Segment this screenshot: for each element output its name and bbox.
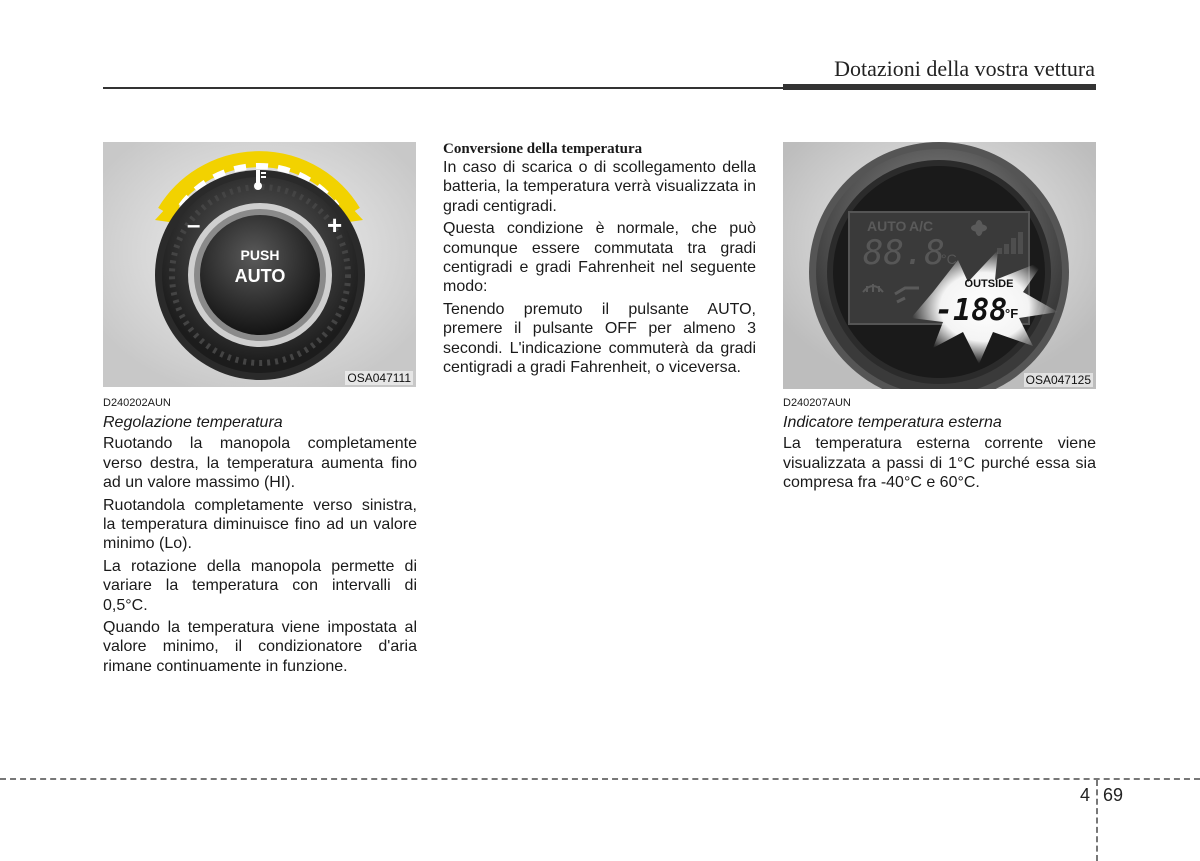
paragraph: Ruotando la manopola completamente verso destra, la temperatura aumenta fino ad un valore massimo (HI). bbox=[103, 435, 417, 492]
lcd-set-temp: 88.8 bbox=[863, 233, 945, 273]
paragraph: Questa condizione è normale, che può comunque essere commutata tra gradi centigradi e gradi Fahrenheit nel seguente modo: bbox=[443, 220, 756, 296]
figure-code: OSA047111 bbox=[347, 371, 411, 385]
footer-rule bbox=[0, 778, 1200, 780]
lcd-auto-label: AUTO bbox=[867, 218, 907, 234]
paragraph: Ruotandola completamente verso sinistra, la temperatura diminuisce fino ad un valore minimo (Lo). bbox=[103, 496, 417, 553]
paragraph: La rotazione della manopola permette di variare la temperatura con intervalli di 0,5°C. bbox=[103, 557, 417, 614]
right-column bbox=[783, 396, 1096, 496]
section-subtitle: Indicatore temperatura esterna bbox=[783, 414, 1002, 431]
display-figure bbox=[783, 142, 1096, 389]
section-heading: Conversione della temperatura bbox=[443, 141, 643, 157]
running-header: Dotazioni della vostra vettura bbox=[834, 56, 1095, 81]
paragraph: La temperatura esterna corrente viene visualizzata a passi di 1°C purché essa sia compresa fra -40°C e 60°C. bbox=[783, 435, 1096, 492]
knob-minus-label: – bbox=[187, 212, 201, 239]
paragraph: In caso di scarica o di scollegamento della batteria, la temperatura verrà visualizzata in gradi centigradi. bbox=[443, 159, 756, 215]
outside-temperature-display-illustration bbox=[783, 142, 1096, 389]
knob-auto-label: AUTO bbox=[234, 266, 286, 286]
knob-plus-label: + bbox=[327, 210, 343, 240]
lcd-outside-temp: -188 bbox=[935, 293, 1008, 328]
middle-column bbox=[443, 140, 756, 380]
lcd-outside-label: OUTSIDE bbox=[964, 278, 1014, 290]
section-subtitle: Regolazione temperatura bbox=[103, 414, 283, 431]
left-column bbox=[103, 396, 417, 679]
lcd-ac-label: A/C bbox=[909, 218, 934, 234]
knob-figure bbox=[103, 142, 416, 387]
section-code: D240202AUN bbox=[103, 397, 171, 409]
page-number: 69 bbox=[1103, 785, 1124, 805]
section-code: D240207AUN bbox=[783, 397, 851, 409]
header-rule-accent bbox=[783, 84, 1096, 90]
footer-divider bbox=[1096, 780, 1098, 861]
chapter-number: 4 bbox=[1080, 785, 1091, 805]
figure-code: OSA047125 bbox=[1025, 373, 1091, 387]
paragraph: Quando la temperatura viene impostata al valore minimo, il condizionatore d'aria rimane continuamente in funzione. bbox=[103, 619, 417, 675]
knob-push-label: PUSH bbox=[240, 247, 280, 263]
lcd-set-temp-unit: °C bbox=[941, 251, 957, 267]
paragraph: Tenendo premuto il pulsante AUTO, premere il pulsante OFF per almeno 3 secondi. L'indicazione commuterà da gradi centigradi a gradi Fahrenheit, o viceversa. bbox=[443, 300, 756, 377]
temperature-knob-illustration bbox=[103, 142, 416, 387]
lcd-outside-unit: °F bbox=[1005, 306, 1019, 321]
